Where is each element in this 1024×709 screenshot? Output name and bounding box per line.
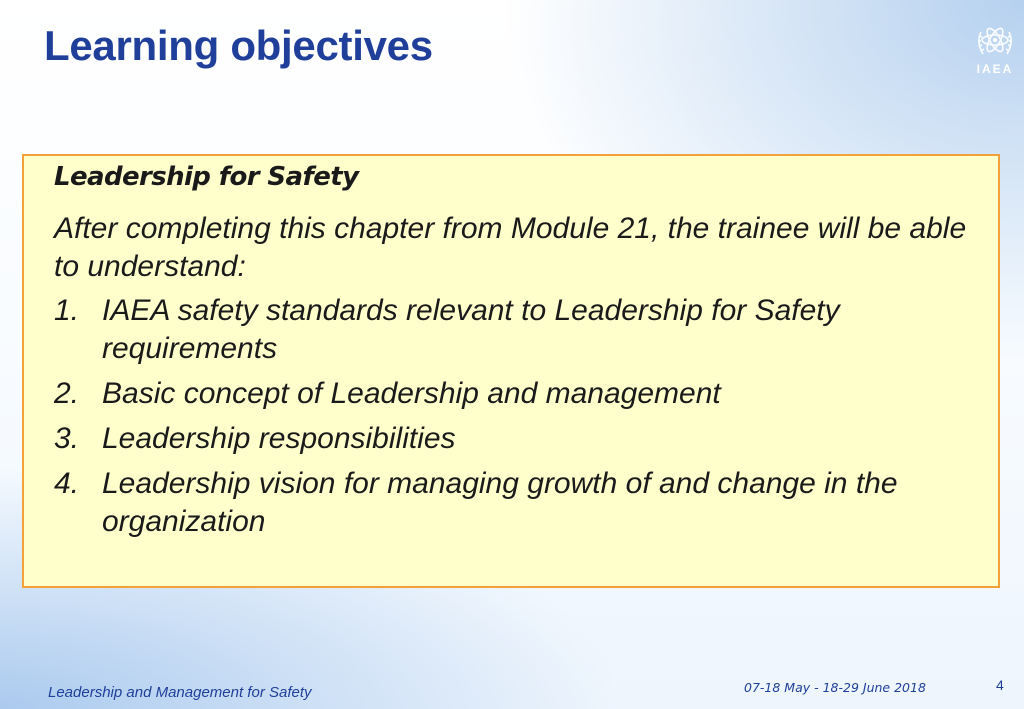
objective-item [54, 465, 974, 541]
slide-title: Learning objectives [44, 22, 433, 69]
objective-number: 1. [54, 294, 80, 327]
iaea-atom-laurel-icon [974, 22, 1016, 62]
objective-text: Leadership vision for managing growth of and change in the organization [102, 467, 898, 538]
objective-text: Basic concept of Leadership and management [102, 377, 721, 410]
footer-course-title: Leadership and Management for Safety [48, 684, 312, 701]
objective-item [54, 292, 974, 368]
objective-text: IAEA safety standards relevant to Leadership for Safety requirements [102, 294, 840, 365]
logo-text: IAEA [976, 62, 1014, 76]
box-heading: Leadership for Safety [54, 162, 359, 192]
objective-item [54, 375, 974, 413]
page-number: 4 [996, 677, 1004, 693]
intro-text: After completing this chapter from Module 21, the trainee will be able to understand: [54, 212, 967, 283]
iaea-logo [966, 22, 1024, 78]
objective-number: 2. [54, 377, 80, 410]
objectives-list [54, 292, 974, 548]
objectives-box [22, 154, 1000, 588]
objective-item [54, 420, 974, 458]
footer-dates: 07-18 May - 18-29 June 2018 [744, 680, 926, 695]
objective-number: 3. [54, 422, 80, 455]
objective-text: Leadership responsibilities [102, 422, 456, 455]
objective-number: 4. [54, 467, 80, 500]
